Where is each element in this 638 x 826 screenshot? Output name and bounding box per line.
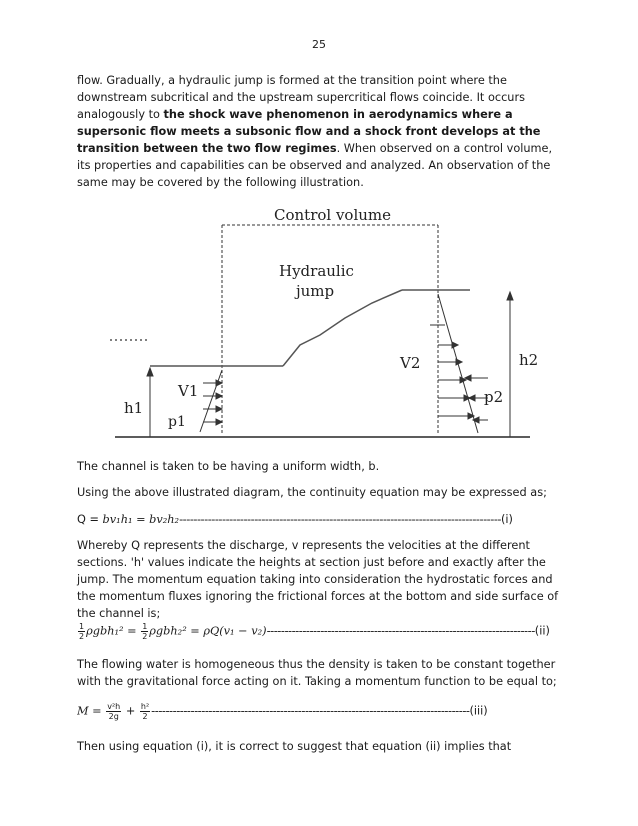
h2-label: h2	[519, 351, 539, 369]
jump-label: jump	[296, 282, 335, 300]
v2-label: V2	[400, 354, 421, 372]
paragraph-continuity: Using the above illustrated diagram, the continuity equation may be expressed as;	[77, 486, 547, 499]
eq3-plus: +	[122, 704, 139, 718]
intro-text-b: . When observed on a control volume, its properties and capabilities can be observed and analyzed. An observation of the same may be covered by the following illustration.	[77, 142, 553, 189]
page-number: 25	[312, 38, 326, 51]
eq2-term2: ρgbh₂² = ρQ(v₁ − v₂)	[149, 624, 267, 638]
upstream-velocity-arrows	[200, 370, 222, 432]
p2-label: p2	[484, 388, 504, 406]
paragraph-definitions: Whereby Q represents the discharge, v represents the velocities at the different sections. 'h' values indicate the heights at section just before and exactly after the jump. The momentum equation taking into consideration the hydrostatic forces and the momentum fluxes ignoring the frictional forces at the bottom and side surface of the channel is;	[77, 539, 559, 620]
eq1-dashes: ------------------------------------------------------------------------------------------	[179, 513, 501, 526]
eq2-dashes: ---------------------------------------------------------------------------	[266, 624, 535, 638]
control-volume-box	[222, 225, 438, 435]
h1-label: h1	[124, 399, 144, 417]
hydraulic-label: Hydraulic	[279, 262, 354, 280]
eq1-tag: (i)	[500, 513, 513, 526]
eq2-term1: ρgbh₁² =	[86, 624, 137, 638]
paragraph-momentum-function: The flowing water is homogeneous thus the density is taken to be constant together with the gravitational force acting on it. Taking a momentum function to be equal to;	[77, 658, 557, 688]
equation-momentum	[77, 622, 565, 641]
eq3-frac-1: $\frac{\text{v²h}}{2g}$	[107, 702, 121, 721]
eq2-half-2: $\frac{1}{2}$	[142, 622, 148, 641]
equation-momentum-function	[77, 702, 565, 721]
eq2-tag: (ii)	[534, 624, 550, 638]
eq1-rhs: bv₁h₁ = bv₂h₂	[102, 513, 180, 526]
downstream-velocity-arrows	[430, 294, 478, 433]
p1-label: p1	[168, 414, 186, 430]
eq3-frac-2: $\frac{\text{h²}}{2}$	[140, 702, 150, 721]
control-volume-label: Control volume	[274, 206, 392, 224]
paragraph-implication: Then using equation (i), it is correct to suggest that equation (ii) implies that	[77, 740, 512, 753]
equation-continuity	[77, 512, 565, 528]
intro-text-a: flow. Gradually, a hydraulic jump is formed at the transition point where the downstream subcritical and the upstream supercritical flows coincide. It occurs analogously to	[77, 74, 525, 121]
eq2-half-1: $\frac{1}{2}$	[79, 622, 85, 641]
eq3-lhs: M =	[77, 704, 106, 718]
eq3-dashes: -----------------------------------------------------------------------------------------	[151, 704, 470, 718]
v1-label: V1	[178, 382, 199, 400]
eq3-tag: (iii)	[469, 704, 488, 718]
intro-bold-text: the shock wave phenomenon in aerodynamics where a supersonic flow meets a subsonic flow and a shock front develops at the transition between the two flow regimes	[77, 108, 541, 155]
eq1-lhs: Q =	[77, 513, 103, 526]
paragraph-width: The channel is taken to be having a uniform width, b.	[77, 460, 380, 473]
